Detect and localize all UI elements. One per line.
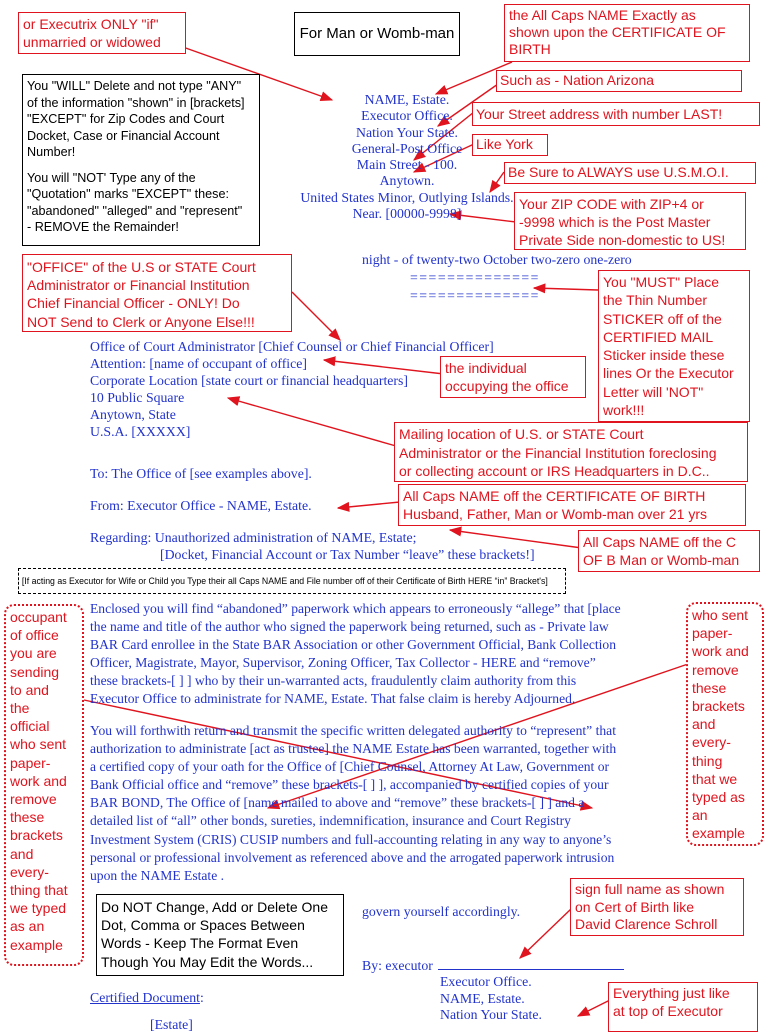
note-line: or Executrix ONLY "if" bbox=[23, 16, 159, 32]
note-line: Husband, Father, Man or Womb-man over 21 yrs bbox=[403, 506, 707, 522]
note-line: example bbox=[692, 825, 745, 842]
note-office bbox=[22, 254, 292, 332]
note-line: brackets bbox=[692, 698, 745, 715]
certified-document-label: Certified Document bbox=[90, 990, 200, 1005]
note-line: on Cert of Birth like bbox=[575, 898, 695, 915]
address-line: NAME, Estate. bbox=[364, 92, 450, 107]
note-line: Your ZIP CODE with ZIP+4 or bbox=[519, 196, 704, 212]
header-box bbox=[294, 12, 460, 56]
arrow-sign bbox=[520, 908, 572, 958]
instructions-line: "EXCEPT" for Zip Codes and Court bbox=[27, 112, 225, 126]
note-line: example bbox=[10, 936, 63, 953]
note-line: as an bbox=[10, 918, 45, 935]
signature-line: Nation Your State. bbox=[440, 1007, 542, 1022]
date-line: night - of twenty-two October two-zero one-zero bbox=[362, 252, 632, 267]
note-line: Administrator or the Financial Institution foreclosing bbox=[399, 444, 717, 461]
note-all-caps-cofb bbox=[578, 530, 760, 572]
arrow-sticker bbox=[534, 288, 598, 290]
recipient-line: Anytown, State bbox=[90, 407, 176, 423]
signature-underline bbox=[438, 969, 624, 970]
body-line: Investment System (CRIS) CUSIP numbers and full-accounting relating in any way to anyone’s bbox=[90, 831, 612, 847]
no-change-box bbox=[96, 894, 344, 976]
signature-line: NAME, Estate. bbox=[440, 990, 525, 1006]
instructions-line: You will "NOT' Type any of the bbox=[27, 170, 196, 185]
body-paragraph-1 bbox=[90, 600, 621, 709]
sticker-line-1: ============== bbox=[410, 270, 540, 285]
note-line: work and bbox=[10, 772, 67, 789]
signature-block bbox=[440, 974, 542, 1024]
body-line: Bank Official office and “remove” these brackets-[ ] ], accompanied by certified copies of your bbox=[90, 777, 609, 793]
note-right-wavy bbox=[686, 602, 764, 846]
recipient-line: Office of Court Administrator [Chief Counsel or Chief Financial Officer] bbox=[90, 339, 494, 354]
note-line: sign full name as shown bbox=[575, 881, 725, 897]
note-line: remove bbox=[692, 661, 739, 678]
note-line: and bbox=[692, 716, 716, 733]
address-line: Executor Office. bbox=[361, 108, 453, 124]
bottom-partial-line: [Estate] bbox=[150, 1017, 193, 1032]
instructions-line: Docket, Case or Financial Account bbox=[27, 128, 220, 143]
note-like-york bbox=[472, 134, 548, 156]
note-line: BIRTH bbox=[509, 41, 551, 57]
note-line: an bbox=[692, 807, 708, 824]
note-line: these bbox=[10, 809, 45, 826]
note-line: who sent bbox=[692, 607, 749, 623]
body-line: BAR Card enrollee in the State BAR Association or other Government Official, Bank Collection bbox=[90, 637, 617, 653]
body-line: Officer, Magistrate, Mayor, Supervisor, Zoning Officer, Tax Collector - HERE and “remove” bbox=[90, 655, 596, 671]
note-line: You "MUST" Place bbox=[603, 274, 720, 290]
by-executor-line bbox=[362, 958, 624, 974]
note-line: Everything just like bbox=[613, 985, 730, 1001]
note-sticker bbox=[598, 270, 750, 422]
note-line: Sticker inside these bbox=[603, 347, 725, 364]
sticker-line-2: ============== bbox=[410, 288, 540, 303]
note-text: Be Sure to ALWAYS use U.S.M.O.I. bbox=[508, 164, 729, 180]
note-line: every- bbox=[692, 734, 731, 751]
instructions-line: "abandoned" "alleged" and "represent" bbox=[27, 203, 243, 218]
dashed-note-box bbox=[18, 568, 566, 594]
note-line: official bbox=[10, 718, 50, 735]
note-line: David Clarence Schroll bbox=[575, 916, 718, 932]
note-line: unmarried or widowed bbox=[23, 34, 161, 50]
note-line: shown upon the CERTIFICATE OF bbox=[509, 24, 726, 40]
body-line: detailed list of “all” other bonds, sureties, indemnification, insurance and Court Registry bbox=[90, 813, 571, 829]
body-line: Executor Office to administrate for NAME, Estate. That false claim is hereby Adjourned. bbox=[90, 691, 576, 707]
no-change-line: Do NOT Change, Add or Delete One bbox=[101, 899, 328, 915]
note-text: Your Street address with number LAST! bbox=[476, 106, 723, 122]
instructions-spacer bbox=[27, 161, 255, 170]
note-line: the Thin Number bbox=[603, 292, 708, 309]
note-line: or collecting account or IRS Headquarters in D.C.. bbox=[399, 463, 710, 479]
note-line: occupant bbox=[10, 609, 67, 625]
note-line: you are bbox=[10, 645, 57, 662]
body-line: You will forthwith return and transmit the specific written delegated authority to “represent” that bbox=[90, 723, 616, 738]
no-change-line: Words - Keep The Format Even bbox=[101, 935, 299, 952]
address-line: United States Minor, Outlying Islands. bbox=[300, 189, 514, 205]
body-line: the name and title of the author who signed the paperwork being returned, such as - Private law bbox=[90, 619, 609, 635]
note-line: paper- bbox=[10, 754, 51, 771]
note-line: Chief Financial Officer - ONLY! Do bbox=[27, 295, 240, 312]
arrow-office bbox=[292, 292, 340, 340]
note-line: work and bbox=[692, 643, 749, 660]
body-line: Enclosed you will find “abandoned” paperwork which appears to erroneously “allege” that [place bbox=[90, 601, 621, 616]
note-line: sending bbox=[10, 663, 60, 680]
note-line: NOT Send to Clerk or Anyone Else!!! bbox=[27, 313, 255, 330]
address-line: Nation Your State. bbox=[356, 124, 458, 140]
note-nation bbox=[496, 70, 742, 92]
note-line: paper- bbox=[692, 625, 733, 642]
instructions-line: - REMOVE the Remainder! bbox=[27, 220, 179, 234]
note-line: Private Side non-domestic to US! bbox=[519, 232, 726, 248]
govern-line: govern yourself accordingly. bbox=[362, 904, 521, 919]
address-line: Anytown. bbox=[379, 173, 435, 189]
no-change-line: Dot, Comma or Spaces Between bbox=[101, 917, 305, 934]
note-executrix bbox=[18, 12, 186, 54]
body-line: upon the NAME Estate . bbox=[90, 867, 225, 883]
arrow-cofb bbox=[450, 530, 582, 548]
note-line: that we bbox=[692, 770, 738, 787]
regarding-line-1: Regarding: Unauthorized administration of NAME, Estate; bbox=[90, 530, 417, 545]
note-mailing bbox=[394, 422, 748, 482]
note-line: occupying the office bbox=[445, 378, 569, 394]
note-all-caps-husband bbox=[398, 484, 746, 526]
note-line: STICKER off of the bbox=[603, 310, 722, 327]
note-all-caps-name bbox=[504, 4, 750, 62]
note-line: CERTIFIED MAIL bbox=[603, 328, 714, 345]
note-zip bbox=[514, 192, 746, 250]
instructions-box bbox=[22, 74, 260, 246]
from-line: From: Executor Office - NAME, Estate. bbox=[90, 498, 312, 513]
note-line: Letter will 'NOT" bbox=[603, 383, 704, 400]
arrow-husband bbox=[338, 502, 400, 508]
recipient-line: Corporate Location [state court or financial headquarters] bbox=[90, 373, 408, 389]
instructions-line: Number! bbox=[27, 145, 76, 159]
note-line: who sent bbox=[10, 736, 67, 753]
certified-colon: : bbox=[199, 990, 204, 1005]
address-line: Near. [00000-9998] bbox=[352, 206, 462, 222]
note-text: Such as - Nation Arizona bbox=[500, 72, 655, 88]
note-line: these bbox=[692, 679, 727, 696]
instructions-line: "Quotation" marks "EXCEPT" these: bbox=[27, 187, 229, 201]
body-line: these brackets-[ ] ] who by their un-warranted acts, fraudulently claim authority from this bbox=[90, 673, 577, 689]
signature-line: Executor Office. bbox=[440, 974, 532, 989]
address-line: General-Post Office bbox=[351, 140, 463, 156]
dashed-note-text: [If acting as Executor for Wife or Child you Type their all Caps NAME and File number off of their Certificate of Birth HERE “in” Bracket's] bbox=[21, 576, 548, 586]
note-usmoi bbox=[504, 162, 756, 184]
note-line: All Caps NAME off the CERTIFICATE OF BIRTH bbox=[403, 488, 706, 504]
note-line: to and bbox=[10, 681, 49, 698]
note-line: brackets bbox=[10, 827, 63, 844]
note-line: OF B Man or Womb-man bbox=[583, 552, 740, 568]
note-line: All Caps NAME off the C bbox=[583, 534, 737, 550]
note-text: Like York bbox=[476, 136, 533, 152]
note-line: Mailing location of U.S. or STATE Court bbox=[399, 426, 644, 442]
note-line: thing bbox=[692, 752, 723, 769]
note-line: thing that bbox=[10, 882, 68, 899]
note-line: Administrator or Financial Institution bbox=[27, 277, 250, 294]
note-line: -9998 which is the Post Master bbox=[519, 214, 711, 230]
note-line: the All Caps NAME Exactly as bbox=[509, 7, 696, 23]
note-line: "OFFICE" of the U.S or STATE Court bbox=[27, 259, 256, 275]
by-executor-label: By: executor bbox=[362, 958, 433, 973]
note-left-wavy bbox=[4, 604, 84, 966]
note-street bbox=[472, 102, 760, 126]
address-line: Main Street - 100. bbox=[356, 157, 458, 173]
header-box-text: For Man or Womb-man bbox=[299, 25, 455, 42]
instructions-line: You "WILL" Delete and not type "ANY" bbox=[27, 79, 242, 93]
note-line: lines Or the Executor bbox=[603, 365, 734, 382]
body-line: personal or professional involvement as referenced above and the arrogated paperwork intrusion bbox=[90, 849, 615, 865]
note-individual bbox=[440, 356, 586, 398]
note-line: at top of Executor bbox=[613, 1002, 723, 1019]
body-line: a certified copy of your oath for the Office of [Chief Counsel, Attorney At Law, Government or bbox=[90, 759, 610, 775]
regarding-line-2: [Docket, Financial Account or Tax Number “leave” these brackets!] bbox=[160, 547, 535, 562]
note-line: of office bbox=[10, 627, 59, 644]
note-line: every- bbox=[10, 863, 49, 880]
to-line: To: The Office of [see examples above]. bbox=[90, 466, 312, 481]
note-sign-full bbox=[570, 878, 744, 936]
note-line: typed as bbox=[692, 789, 745, 806]
note-line: and bbox=[10, 845, 34, 862]
recipient-line: Attention: [name of occupant of office] bbox=[90, 356, 307, 372]
note-everything bbox=[608, 982, 758, 1032]
note-line: the bbox=[10, 700, 30, 717]
instructions-line: of the information "shown" in [brackets] bbox=[27, 95, 245, 110]
note-line: the individual bbox=[445, 360, 527, 376]
certified-document-line bbox=[90, 990, 204, 1006]
body-line: BAR BOND, The Office of [name mailed to above and “remove” these brackets-[ ] ] and a bbox=[90, 795, 585, 811]
arrow-everything bbox=[578, 1000, 610, 1016]
body-paragraph-2 bbox=[90, 722, 616, 885]
recipient-line: U.S.A. [XXXXX] bbox=[90, 424, 191, 440]
recipient-line: 10 Public Square bbox=[90, 390, 185, 406]
no-change-line: Though You May Edit the Words... bbox=[101, 953, 314, 970]
note-line: remove bbox=[10, 791, 57, 808]
note-line: we typed bbox=[10, 900, 67, 917]
body-line: authorization to administrate [act as trustee] the NAME Estate has been warranted, together with bbox=[90, 741, 617, 757]
note-line: work!!! bbox=[603, 402, 645, 419]
